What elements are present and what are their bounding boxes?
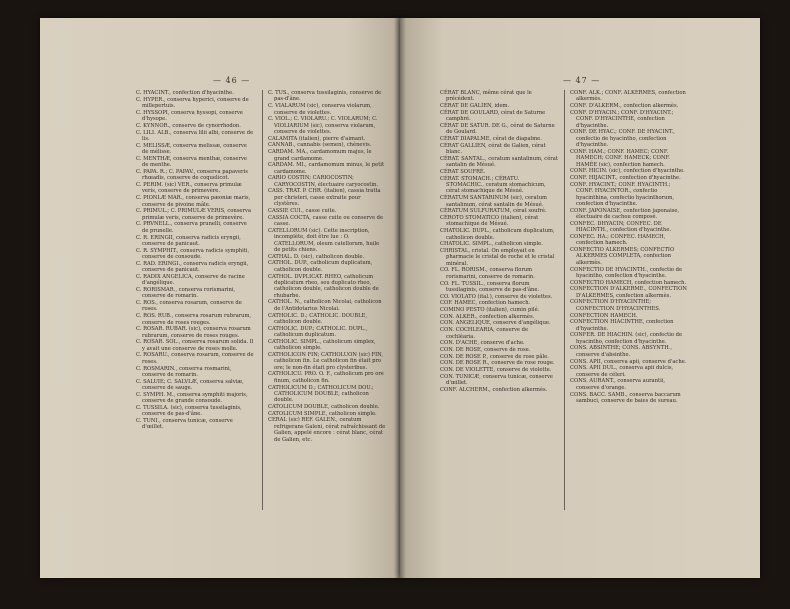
- entry: CÉRATUM SULFURATUM, cérat soufré.: [440, 208, 547, 215]
- entry: CON. ALKER., confection alkermès.: [440, 313, 535, 320]
- entry: CONFECTION HIACINTHE, confection d'hyacinthe.: [570, 319, 674, 332]
- entry: CÉRATUM SANTARINUM (sic), ceratum santalinum, cérat santalin de Mésué.: [440, 195, 547, 208]
- entry: CO. FL. RORISM., conserva florum rorismarini, conserve de romarin.: [440, 267, 535, 280]
- entry: CATHOLIC. DUP.; CATHOLIC. DUPL., catholicum duplicatum.: [268, 325, 368, 339]
- entry: C. RAD. ERINGI., conserva radicis eryngii, conserve de panicaut.: [136, 260, 249, 274]
- entry: CONF. HIJACINT., confection d'hyacinthe.: [570, 175, 681, 182]
- entry: CATHAL. D. (sic), catholicon double.: [268, 253, 365, 260]
- entry: COF. HAMEC, confection hamech.: [440, 300, 531, 307]
- entry: C. RADIX ANGELICA, conserve de racine d'angélique.: [136, 273, 245, 287]
- entry: C. PERIM. (sic) VER., conserva primulæ veris, conserve de primevère.: [136, 182, 242, 195]
- entry: CATHOLICU. PRO. O. F., catholicum pro ore finum, catholicon fin.: [268, 371, 384, 384]
- entry: CONFECTION D'HYACINTHE; CONFECTION D'HYACINTHES.: [570, 299, 661, 312]
- entry: CERAL (sic) REF. GALEN., ceratum refrigerans Galeni, cérat rafraîchissant de Galien, appelé encore : cérat blanc, cérat de Galien, etc.: [268, 417, 386, 443]
- entry: CATHOL. N., catholicon Nicolai, catholicon de l'Antidotarius Nicolai.: [268, 299, 382, 312]
- entry: C. LILI. ALB., conserva lilii albi, conserve de lis.: [136, 129, 254, 143]
- left-page: [40, 18, 400, 578]
- entry: CONF. HAM.; CONF. HAMEC; CONF. HAMECH; CONF. HAMECK; CONF. HAMÉE (sic), confection hamech.: [570, 148, 670, 168]
- entry: C. ROSARU., conserva rosarum, conserve de roses.: [136, 352, 254, 365]
- entry: C. HYPER., conserva hyperici, conserve de millepertuis.: [136, 96, 249, 110]
- entry: C. PRIMUL.; C. PRIMULÆ VERIS, conserva primulæ veris, conserve de primevère.: [136, 208, 251, 221]
- entry: CHATOLIC. SIMPL., catholicon simple.: [440, 241, 543, 248]
- entry: C. MENTHÆ, conserva menthæ, conserve de menthe.: [136, 155, 247, 169]
- entry: C. VIALARUM (sic), conserva violarum, conserve de violettes.: [268, 103, 372, 116]
- entry: C. HYACINT., confection d'hyacinthe.: [136, 90, 234, 96]
- text-column: [268, 90, 386, 443]
- entry: C. TUS., conserva tussilaginis, conserve de pas-d'âne.: [268, 90, 382, 103]
- entry: CONS. APII DUL., conserva apii dulcis, conserve de céleri.: [570, 365, 674, 378]
- entry: CONS. AURANT., conserva aurantii, conserve d'orange.: [570, 378, 666, 391]
- page-number: — 47 —: [563, 76, 601, 85]
- entry: CONFEC. DHYACIN; CONFEC. DE HIACINTH., confection d'hyacinthe.: [570, 220, 672, 234]
- entry: C. R. ERINGII, conserva radicis eryngii, conserve de panicaut.: [136, 234, 241, 247]
- entry: CONF. D'ALKERM., confection alkermès.: [570, 103, 679, 110]
- entry: CÉRAT DE SATUR. DE G., cérat de Saturne de Goulard.: [440, 122, 555, 136]
- entry: CONF. HYACINT.; CONF. HYACINTH.; CONF. HYACINTOR., confectio hyacinthina, confectio hyacinthorum, confection d'hyacinthe.: [570, 181, 675, 207]
- entry: C. MELISSÆ, conserva melissæ, conserve de mélisse.: [136, 142, 247, 156]
- entry: C. ROSAR. SOL., conserva rosarum solida. Il y avait une conserve de roses molle.: [136, 339, 254, 352]
- entry: CONFECTION HAMECH.: [570, 312, 638, 319]
- entry: C. ROS., conserva rosarum, conserve de roses.: [136, 300, 242, 313]
- entry: C. ROSAR. RUBAR. (sic), conserva rosarum rubrarum, conserve de roses rouges.: [136, 326, 251, 339]
- entry: CÉRAT DE GALIEN, idem.: [440, 103, 510, 110]
- text-column: [136, 90, 254, 431]
- entry: C. TUSSILA. (sic), conserva tussilaginis, conserve de pas-d'âne.: [136, 404, 242, 418]
- column-divider: [564, 90, 565, 510]
- entry: C. TUNI., conserva tunicæ, conserve d'œillet.: [136, 418, 233, 431]
- entry: C. SYMPH. M., conserva symphiti majoris, conserve de grande consoude.: [136, 391, 248, 405]
- entry: CONS. ABSINTHE; CONS. ABSYNTH., conserve d'absinthe.: [570, 345, 673, 358]
- entry: C. VIOL.; C. VIOLARU.; C. VIOLARUM; C. VIOLIARIUM (sic), conserva violarum, conserve de violettes.: [268, 116, 378, 136]
- book-gutter: [394, 18, 406, 578]
- entry: CONFECTIO DE HYACINTH., confectio de hyacintho, confection d'hyacinthe.: [570, 266, 683, 279]
- entry: CÉRAT SOUFRÉ.: [440, 168, 486, 175]
- entry: CONFECTIO HAMECH, confection hamech.: [570, 279, 687, 286]
- entry: CÉROTO STOMATICO (italien), cérat stomachique de Mésué.: [440, 214, 539, 228]
- entry: CONS. BACC. SAMB., conserva baccarum sambuci, conserve de baies de sureau.: [570, 391, 681, 404]
- column-divider: [262, 90, 263, 510]
- entry: CONF. JAPONAISE, confection japonaise, électuaire de cachou composé.: [570, 207, 680, 221]
- entry: CONFECTIO ALKERMES; CONFECTIO ALKERMES COMPLETA, confection alkermès.: [570, 247, 675, 266]
- entry: CÉRAT. SANTAL., ceratum santalinum, cérat santalin de Mésué.: [440, 155, 558, 169]
- entry: CONFER. DE HIACHIN. (sic), confectio de hyacintho, confection d'hyacinthe.: [570, 332, 683, 345]
- text-column: [440, 90, 558, 394]
- entry: CATHOL. DUP., catholicum duplicatum, catholicon double.: [268, 260, 373, 273]
- entry: CO. FL. TUSSIL., conserva florum tussilaginis, conserve de pas-d'âne.: [440, 280, 540, 293]
- entry: CONF. ALCHERM., confection alkermès.: [440, 386, 548, 393]
- entry: CONS. APII, conserva apii, conserve d'ache.: [570, 358, 687, 365]
- entry: CONF. D'HYACIN.; CONF. D'HYACINT.; CONF. D'HYACINTHE, confection d'hyacinthe.: [570, 109, 674, 129]
- right-page: [400, 18, 760, 578]
- entry: CÉRAT DE GOULARD, cérat de Saturne camphré.: [440, 109, 546, 123]
- entry: CATHOLICUM D.; CATHOLICUM DOU.; CATHOLICUM DOUBLE, catholicon double.: [268, 384, 374, 404]
- entry: CASSIE CUI., casse cuite.: [268, 207, 337, 214]
- entry: CON. DE ROSE P., conserve de rose pâle.: [440, 353, 549, 360]
- entry: CATHOLIC. SIMPL., catholicum simplex, catholicon simple.: [268, 338, 376, 352]
- entry: C. SALUIE; C. SALVLÆ, conserva salviæ, conserve de sauge.: [136, 378, 244, 392]
- open-book: [30, 18, 765, 578]
- page-number: — 46 —: [213, 76, 251, 85]
- entry: CONFEC. HA.; CONFEC. HAMECH, confection hamech.: [570, 233, 666, 247]
- entry: CHATOLIC. DUPL., catholicum duplicatum, catholicon double.: [440, 228, 555, 241]
- entry: CASS. TRAT. P. CHR. (italien), cassia tratta per christeri, casse extraite pour clystères.: [268, 188, 381, 208]
- entry: CON. ANGELIQUE, conserve d'angélique.: [440, 320, 551, 327]
- entry: CANNAB., cannabis (semen), chènevis.: [268, 142, 372, 149]
- entry: CHRISTAL, cristal. On employait en pharmacie le cristal de roche et le cristal minéral.: [440, 247, 555, 267]
- entry: CASSIA COCTA, casse cuite ou conserve de casse.: [268, 214, 384, 228]
- entry: CÉRAT. STOMACH.; CÉRATU. STOMACHIC., ceratum stomachicum, cérat stomachique de Mésué.: [440, 175, 546, 195]
- entry: CON. TUNICÆ, conserva tunicæ, conserve d'œillet.: [440, 373, 553, 387]
- entry: CARDAM. MI., cardamomum minus, le petit cardamome.: [268, 162, 385, 175]
- entry: CON. DE VIOLETTE, conserve de violette.: [440, 367, 552, 374]
- text-column: [570, 90, 688, 405]
- entry: CON. DE ROSE R., conserve de rose rouge.: [440, 360, 555, 367]
- entry: CÉRAT BLANC, même cérat que le précédent.: [440, 90, 532, 103]
- entry: CONF. HICIN. (sic), confection d'hyacinthe.: [570, 168, 685, 175]
- entry: CALAMITA (italien), pierre d'aimant.: [268, 135, 366, 142]
- entry: CARDAM. MA., cardamomum majus, le grand cardamome.: [268, 149, 372, 162]
- entry: C. KYNNOR., conserve de cynorrhodon.: [136, 122, 241, 129]
- entry: C. ROSMARIN., conserva rosmarini, conserve de romarin.: [136, 365, 232, 378]
- entry: CATHOLICON FIN; CATHOLUON (sic) FIN, catholicon fin. Le catholicon fin était pro ore; le non-fin était pro clysteribus.: [268, 351, 384, 371]
- entry: C. RORISMAR., conserva rorismarini, conserve de romarin.: [136, 286, 236, 300]
- entry: CON. D'ACHE, conserve d'ache.: [440, 340, 525, 347]
- entry: C. PIONLÆ MAR., conserva pæoniæ maris, conserve de pivoine mâle.: [136, 195, 251, 208]
- entry: CONF. DE HYAC.; CONF. DE HYACINT., confectio de hyacintho, confection d'hyacinthe.: [570, 129, 675, 149]
- entry: CON. DE ROSE, conserve de rose.: [440, 346, 531, 353]
- entry: CARIO COSTIN; CARIOCOSTIN; CARYOCOSTIN, électuaire caryocostin.: [268, 175, 378, 188]
- entry: CATHOLIC. D.; CATHOLIC. DOUBLE, catholicon double.: [268, 312, 367, 325]
- entry: CO. VIOLATO (ital.), conserve de violettes.: [440, 293, 553, 300]
- entry: C. R. SYMPHIT., conserva radicis symphiti, conserve de consoude.: [136, 247, 250, 261]
- entry: C. ROS. RUB., conserva rosarum rubrarum, conserve de roses rouges.: [136, 313, 252, 326]
- entry: CÉRAT GALLIEN, cérat de Galien, cérat blanc.: [440, 142, 546, 156]
- entry: COMINO PESTO (italien), cumin pilé.: [440, 307, 540, 314]
- entry: CATELLORUM (sic). Cette inscription, incomplète, doit être lue : O. CATELLORUM, oleum catellorum, huile de petits chiens.: [268, 227, 380, 254]
- entry: CÉRAT DIAPALME, cérat de diapalme.: [440, 136, 542, 143]
- entry: CON. COCHLEARIA, conserve de cochléaria.: [440, 327, 529, 340]
- entry: C. HYSSOPI, conserva hyssopi, conserve d'hysope.: [136, 109, 243, 123]
- entry: CATOLICUM DOUBLE, catholicon double.: [268, 404, 380, 411]
- entry: CONF. ALK.; CONF. ALKERMES, confection alkermès.: [570, 90, 686, 103]
- entry: CATOLICUM SIMPLE, catholicon simple.: [268, 410, 377, 417]
- entry: C. PRVNELL., conserva prunelli, conserve de prunelle.: [136, 221, 247, 234]
- entry: CONFECTION D'ALKERME., CONFECTION D'ALKERMES, confection alkermès.: [570, 286, 687, 299]
- entry: C. PAPA. R.; C. PAPAV., conserva papaveris rhœadis, conserve de coquelicot.: [136, 168, 248, 182]
- entry: CATHOL. DVPLICAT. RHEO, catholicum duplicatum rheo, seu duplicato rheo, catholicon double, catholicon double de rhubarbe.: [268, 273, 379, 299]
